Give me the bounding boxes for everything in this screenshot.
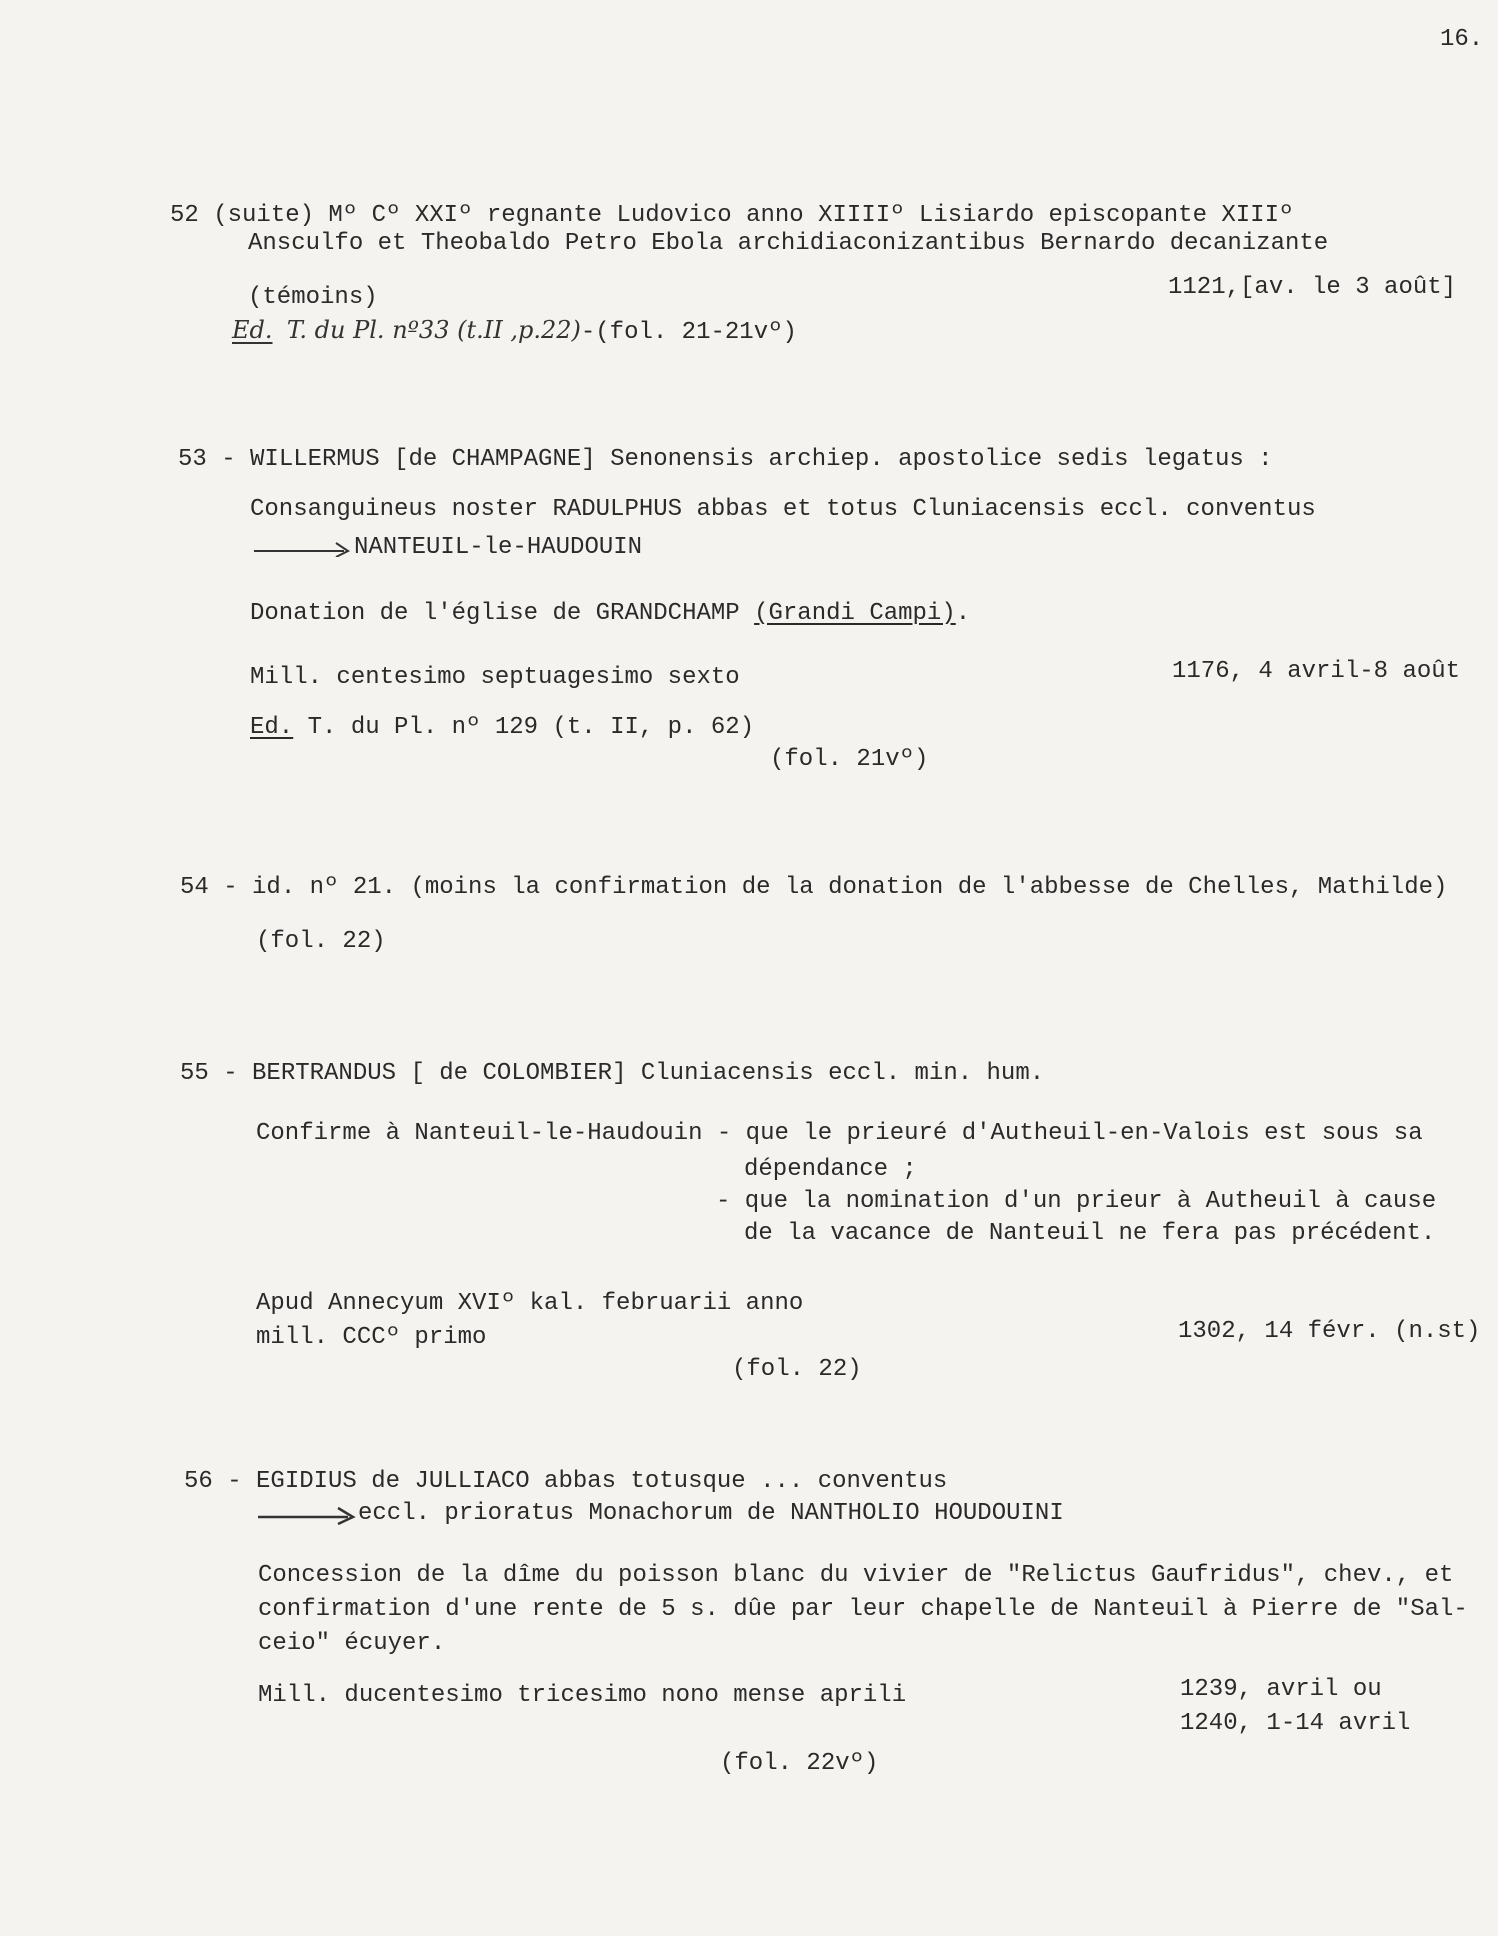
- entry-53-line-5: Mill. centesimo septuagesimo sexto: [250, 664, 740, 691]
- entry-53-ed-ref: T. du Pl. nº 129 (t. II, p. 62): [293, 714, 755, 741]
- entry-53-folio: (fol. 21vº): [770, 746, 929, 773]
- entry-56-folio: (fol. 22vº): [720, 1750, 879, 1777]
- entry-53-ed-label: Ed.: [250, 714, 294, 741]
- entry-55-folio: (fol. 22): [732, 1356, 862, 1383]
- entry-56-line-3: Concession de la dîme du poisson blanc du vivier de "Relictus Gaufridus", chev., et: [258, 1562, 1454, 1589]
- entry-54-folio: (fol. 22): [256, 928, 386, 955]
- entry-56-line-5: ceio" écuyer.: [258, 1630, 446, 1657]
- arrow-right-icon: [252, 537, 352, 557]
- entry-53-line-4: [250, 598, 970, 630]
- entry-55-line-6: Apud Annecyum XVIº kal. februarii anno: [256, 1290, 804, 1317]
- entry-56-line-2: [256, 1498, 1064, 1530]
- entry-53-date: 1176, 4 avril-8 août: [1172, 658, 1461, 685]
- entry-52-edition: [232, 314, 797, 349]
- entry-53-line-2: Consanguineus noster RADULPHUS abbas et totus Cluniacensis eccl. conventus: [250, 496, 1316, 523]
- entry-52-date: 1121,[av. le 3 août]: [1168, 274, 1457, 301]
- arrow-right-icon: [256, 1501, 356, 1525]
- entry-55-line-7: mill. CCCº primo: [256, 1324, 487, 1351]
- entry-55-line-4: - que la nomination d'un prieur à Autheuil à cause: [716, 1188, 1437, 1215]
- entry-53-period: .: [955, 600, 971, 627]
- entry-52-line-1: 52 (suite) Mº Cº XXIº regnante Ludovico anno XIIIIº Lisiardo episcopante XIIIº: [170, 202, 1294, 229]
- page-number: 16.: [1440, 26, 1484, 53]
- entry-56-line-6: Mill. ducentesimo tricesimo nono mense aprili: [258, 1682, 907, 1709]
- entry-52-line-3: (témoins): [248, 284, 378, 311]
- entry-53-latin-name: (Grandi Campi): [754, 600, 956, 627]
- entry-55-date: 1302, 14 févr. (n.st): [1178, 1318, 1481, 1345]
- entry-56-line-4: confirmation d'une rente de 5 s. dûe par leur chapelle de Nanteuil à Pierre de "Sal-: [258, 1596, 1468, 1623]
- entry-54-line-1: 54 - id. nº 21. (moins la confirmation de la donation de l'abbesse de Chelles, Mathilde): [180, 874, 1448, 901]
- entry-55-line-3: dépendance ;: [744, 1156, 917, 1183]
- entry-55-line-1: 55 - BERTRANDUS [ de COLOMBIER] Cluniacensis eccl. min. hum.: [180, 1060, 1045, 1087]
- entry-56-recipient: eccl. prioratus Monachorum de NANTHOLIO HOUDOUINI: [358, 1500, 1064, 1527]
- entry-56-date-1: 1239, avril ou: [1180, 1676, 1382, 1703]
- entry-52-ed-label: Ed.: [232, 316, 273, 344]
- entry-53-line-3: [252, 532, 642, 564]
- entry-56-line-1: 56 - EGIDIUS de JULLIACO abbas totusque ... conventus: [184, 1468, 948, 1495]
- entry-52-folio: -(fol. 21-21vº): [580, 319, 797, 346]
- entry-53-edition: [250, 712, 754, 744]
- entry-55-line-5: de la vacance de Nanteuil ne fera pas précédent.: [744, 1220, 1436, 1247]
- entry-53-destination: NANTEUIL-le-HAUDOUIN: [354, 534, 643, 561]
- entry-52-ed-handwritten: T. du Pl. nº33 (t.II ,p.22): [286, 316, 581, 344]
- entry-52-line-2: Ansculfo et Theobaldo Petro Ebola archidiaconizantibus Bernardo decanizante: [248, 230, 1329, 257]
- entry-53-line-1: 53 - WILLERMUS [de CHAMPAGNE] Senonensis archiep. apostolice sedis legatus :: [178, 446, 1273, 473]
- entry-55-line-2: Confirme à Nanteuil-le-Haudouin - que le prieuré d'Autheuil-en-Valois est sous sa: [256, 1120, 1423, 1147]
- entry-53-donation-text: Donation de l'église de GRANDCHAMP: [250, 600, 755, 627]
- entry-56-date-2: 1240, 1-14 avril: [1180, 1710, 1411, 1737]
